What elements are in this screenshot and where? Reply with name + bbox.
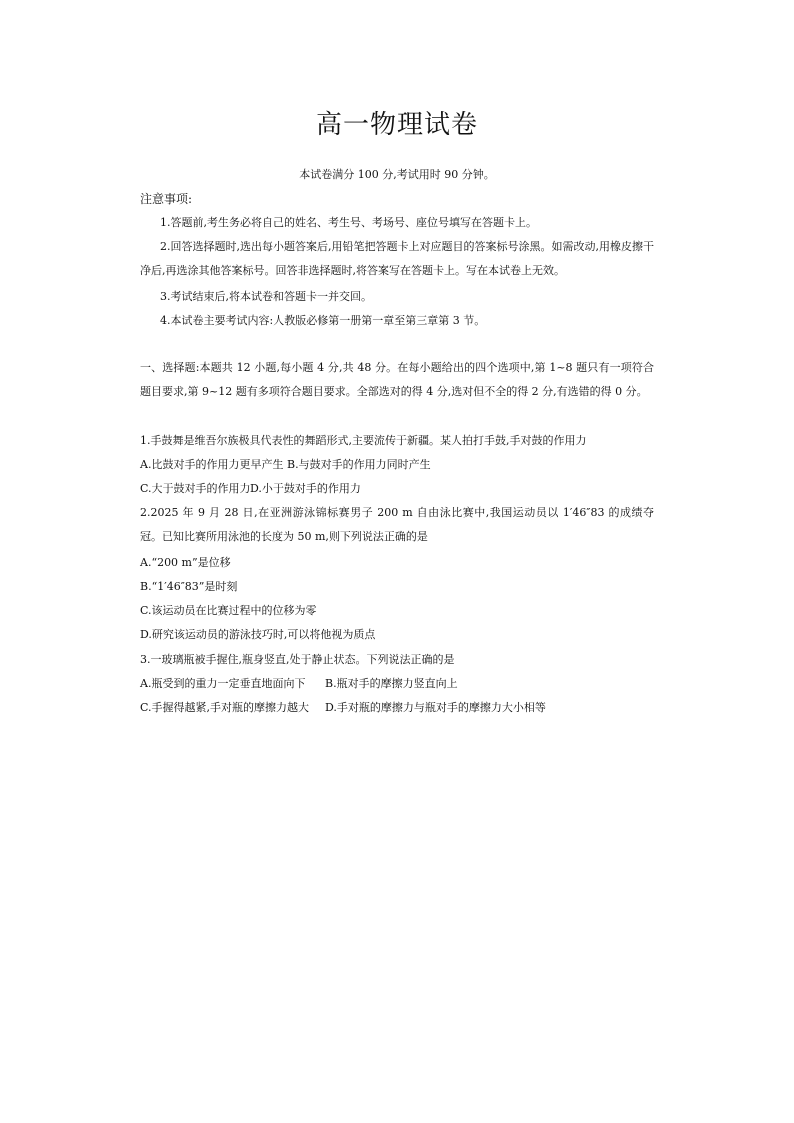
- question-stem: 3.一玻璃瓶被手握住,瓶身竖直,处于静止状态。下列说法正确的是: [140, 653, 455, 666]
- question-option: D.研究该运动员的游泳技巧时,可以将他视为质点: [140, 628, 376, 641]
- notes-heading: 注意事项:: [140, 192, 193, 206]
- exam-info: 本试卷满分 100 分,考试用时 90 分钟。: [299, 168, 495, 181]
- section-intro: 一、选择题:本题共 12 小题,每小题 4 分,共 48 分。在每小题给出的四个选项中,第 1~8 题只有一项符合题目要求,第 9~12 题有多项符合题目要求。全部选对的得 4 分,选对但不全的得 2 分,有选错的得 0 分。: [140, 361, 654, 398]
- note-item: 4.本试卷主要考试内容:人教版必修第一册第一章至第三章第 3 节。: [160, 314, 486, 327]
- page-title: 高一物理试卷: [315, 110, 478, 140]
- question-option: C.手握得越紧,手对瓶的摩擦力越大: [140, 701, 310, 714]
- question-stem: 2.2025 年 9 月 28 日,在亚洲游泳锦标赛男子 200 m 自由泳比赛中,我国运动员以 1′46″83 的成绩夺冠。已知比赛所用泳池的长度为 50 m,则下列说法正确的是: [140, 506, 654, 543]
- question-option: A.瓶受到的重力一定垂直地面向下: [140, 677, 306, 690]
- note-item: 1.答题前,考生务必将自己的姓名、考生号、考场号、座位号填写在答题卡上。: [160, 216, 537, 229]
- question-option: B.瓶对手的摩擦力竖直向上: [325, 677, 458, 690]
- question-option: D.手对瓶的摩擦力与瓶对手的摩擦力大小相等: [325, 701, 546, 714]
- question-option: C.大于鼓对手的作用力: [140, 482, 251, 495]
- note-item: 3.考试结束后,将本试卷和答题卡一并交回。: [160, 290, 372, 303]
- question-option: A.“200 m”是位移: [140, 556, 231, 569]
- question-option: D.小于鼓对手的作用力: [250, 482, 361, 495]
- question-option: B.与鼓对手的作用力同时产生: [287, 458, 431, 471]
- question-option: A.比鼓对手的作用力更早产生: [140, 458, 284, 471]
- question-option: B.“1′46″83”是时刻: [140, 580, 238, 593]
- note-item: 2.回答选择题时,选出每小题答案后,用铅笔把答题卡上对应题目的答案标号涂黑。如需改动,用橡皮擦干净后,再选涂其他答案标号。回答非选择题时,将答案写在答题卡上。写在本试卷上无效。: [140, 240, 654, 277]
- question-stem: 1.手鼓舞是维吾尔族极具代表性的舞蹈形式,主要流传于新疆。某人拍打手鼓,手对鼓的作用力: [140, 434, 587, 447]
- question-option: C.该运动员在比赛过程中的位移为零: [140, 604, 317, 617]
